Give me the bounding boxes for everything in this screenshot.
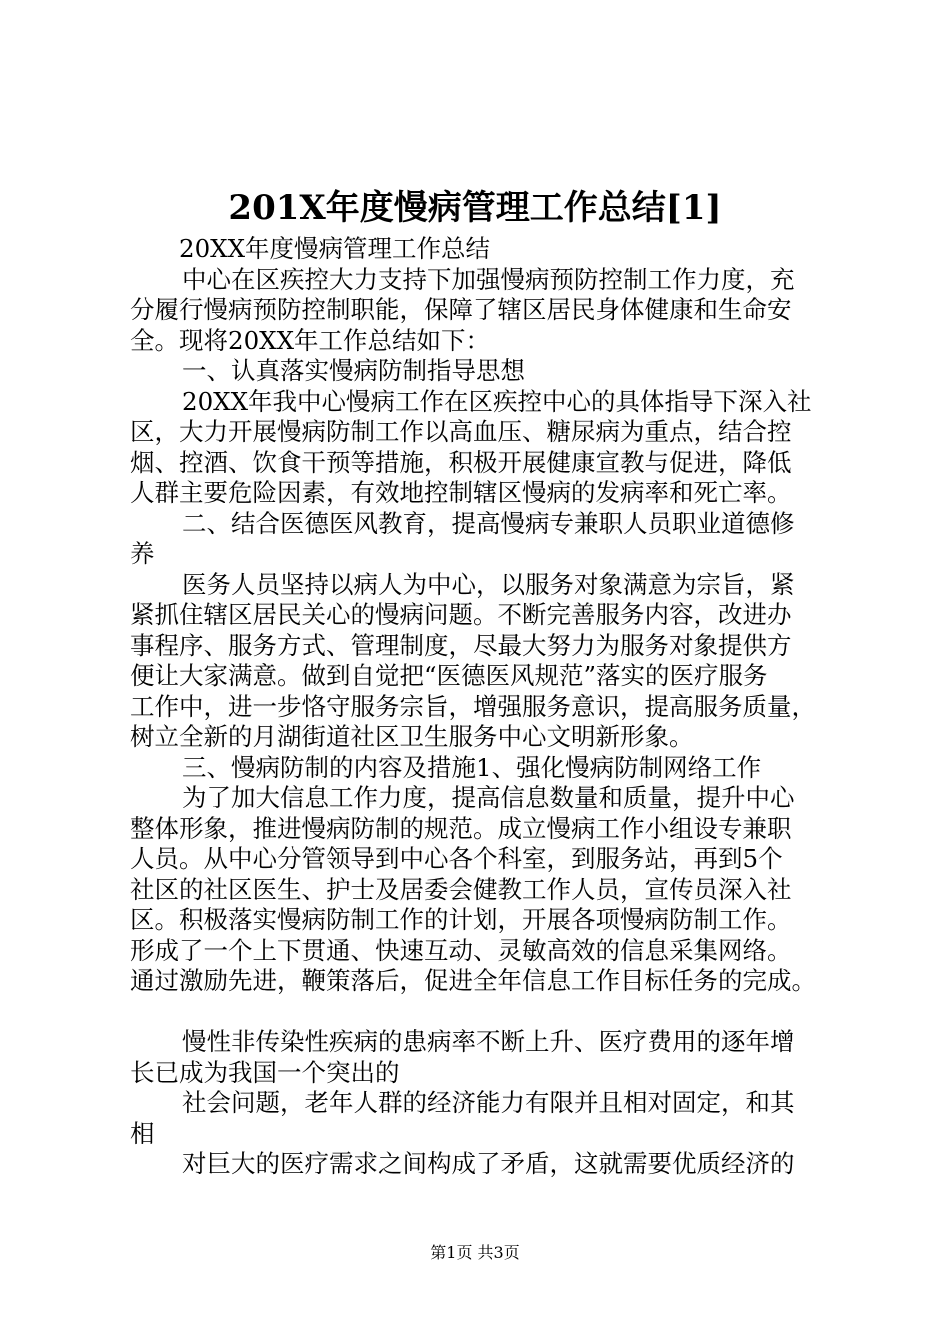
paragraph-line: 人员。从中心分管领导到中心各个科室，到服务站，再到5个 xyxy=(130,844,783,873)
paragraph-line: 医务人员坚持以病人为中心，以服务对象满意为宗旨，紧 xyxy=(182,569,795,599)
paragraph-line: 工作中，进一步恪守服务宗旨，增强服务意识，提高服务质量， xyxy=(130,691,816,721)
paragraph-line: 区。积极落实慢病防制工作的计划，开展各项慢病防制工作。 xyxy=(130,905,792,934)
paragraph-line: 20XX年度慢病管理工作总结 xyxy=(179,234,491,263)
paragraph-line: 整体形象，推进慢病防制的规范。成立慢病工作小组设专兼职 xyxy=(130,813,792,843)
paragraph-line: 紧抓住辖区居民关心的慢病问题。不断完善服务内容，改进办 xyxy=(130,600,792,629)
paragraph-line: 对巨大的医疗需求之间构成了矛盾，这就需要优质经济的 xyxy=(182,1149,795,1178)
paragraph-line: 二、结合医德医风教育，提高慢病专兼职人员职业道德修 xyxy=(182,508,795,538)
paragraph-line: 全。现将20XX年工作总结如下： xyxy=(130,325,491,355)
document-body xyxy=(130,234,860,1180)
paragraph-line: 三、慢病防制的内容及措施1、强化慢病防制网络工作 xyxy=(182,752,762,782)
paragraph-line: 中心在区疾控大力支持下加强慢病预防控制工作力度，充 xyxy=(182,264,795,294)
paragraph-line: 一、认真落实慢病防制指导思想 xyxy=(182,356,525,385)
paragraph-line: 养 xyxy=(130,539,155,568)
paragraph-line: 为了加大信息工作力度，提高信息数量和质量，提升中心 xyxy=(182,783,795,812)
paragraph-line: 分履行慢病预防控制职能，保障了辖区居民身体健康和生命安 xyxy=(130,295,792,324)
paragraph-line: 形成了一个上下贯通、快速互动、灵敏高效的信息采集网络。 xyxy=(130,935,792,965)
blank-line xyxy=(130,997,860,1028)
paragraph-line: 区，大力开展慢病防制工作以高血压、糖尿病为重点，结合控 xyxy=(130,417,792,446)
paragraph-line: 树立全新的月湖街道社区卫生服务中心文明新形象。 xyxy=(130,722,694,751)
paragraph-line: 事程序、服务方式、管理制度，尽最大努力为服务对象提供方 xyxy=(130,630,792,660)
paragraph-line: 人群主要危险因素，有效地控制辖区慢病的发病率和死亡率。 xyxy=(130,478,792,507)
document-title: 201X年度慢病管理工作总结[1] xyxy=(228,188,722,228)
paragraph-line: 社会问题，老年人群的经济能力有限并且相对固定，和其 xyxy=(182,1088,795,1117)
paragraph-line: 20XX年我中心慢病工作在区疾控中心的具体指导下深入社 xyxy=(182,386,812,416)
paragraph-line: 便让大家满意。做到自觉把“医德医风规范”落实的医疗服务 xyxy=(130,661,768,690)
paragraph-line: 相 xyxy=(130,1118,155,1148)
page-number: 第1页 共3页 xyxy=(430,1243,520,1262)
paragraph-line: 通过激励先进，鞭策落后，促进全年信息工作目标任务的完成。 xyxy=(130,966,816,995)
paragraph-line: 慢性非传染性疾病的患病率不断上升、医疗费用的逐年增 xyxy=(182,1027,795,1056)
paragraph-line: 社区的社区医生、护士及居委会健教工作人员，宣传员深入社 xyxy=(130,874,792,904)
paragraph-line: 长已成为我国一个突出的 xyxy=(130,1057,400,1087)
paragraph-line: 烟、控酒、饮食干预等措施，积极开展健康宣教与促进，降低 xyxy=(130,447,792,477)
